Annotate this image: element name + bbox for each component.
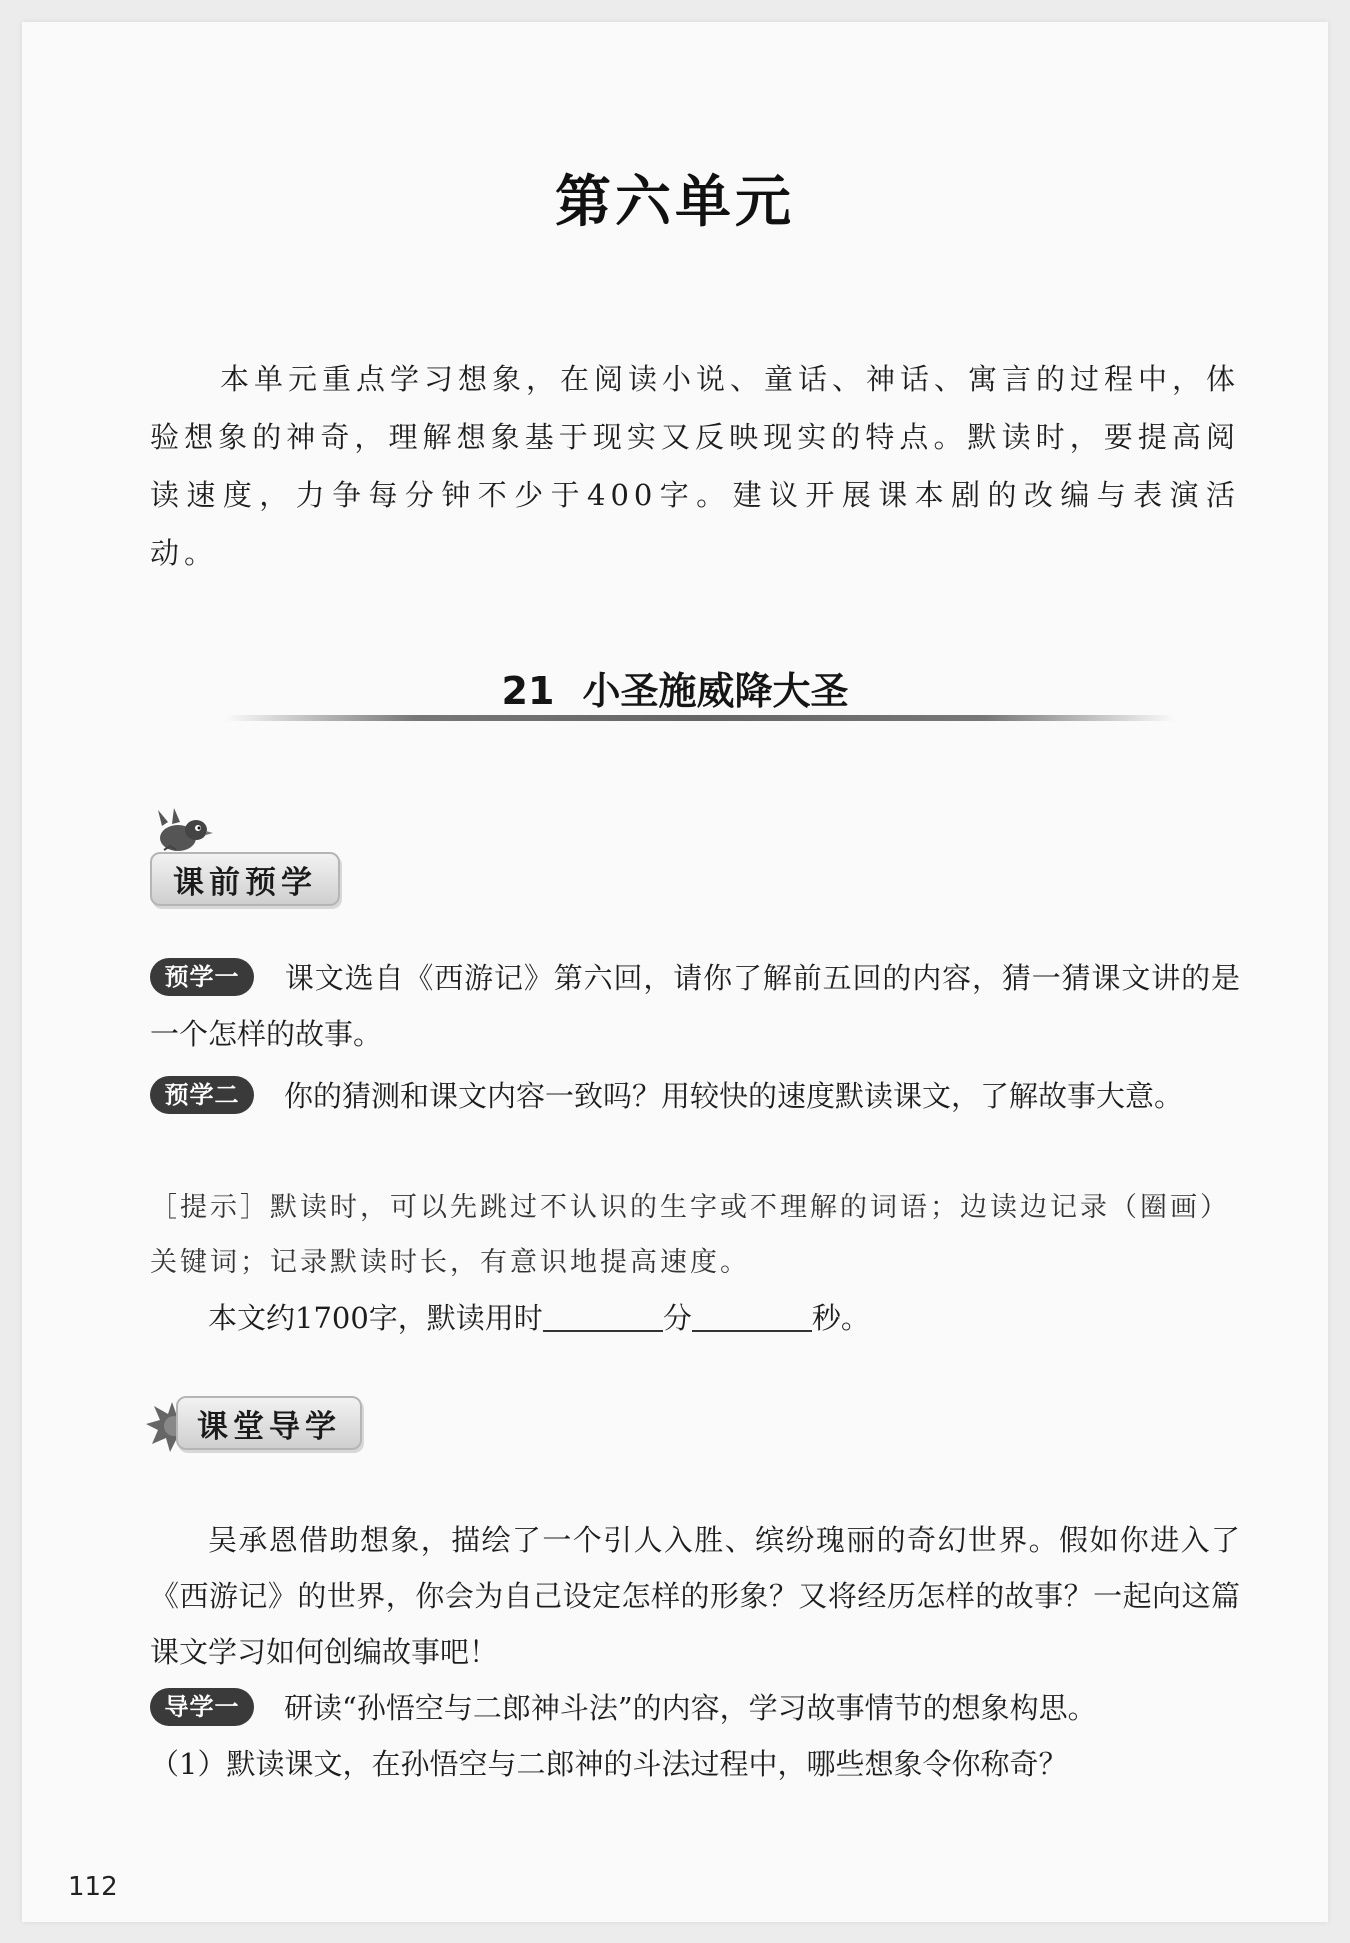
preview-item-2 <box>150 1068 1240 1124</box>
minutes-blank[interactable] <box>543 1300 663 1332</box>
lesson-number: 21 <box>501 669 555 713</box>
section-tab-classroom: 课堂导学 <box>176 1396 362 1450</box>
reading-hint: ［提示］默读时，可以先跳过不认识的生字或不理解的词语；边读边记录（圈画）关键词；记录默读时长，有意识地提高速度。 <box>150 1192 1230 1278</box>
unit-title: 第六单元 <box>555 170 795 235</box>
minute-unit: 分 <box>662 1301 692 1335</box>
preview-item-2-text: 你的猜测和课文内容一致吗？用较快的速度默读课文，了解故事大意。 <box>284 1079 1184 1113</box>
preview-badge-2: 预学二 <box>150 1076 254 1114</box>
lesson-name: 小圣施威降大圣 <box>582 669 849 713</box>
classroom-item-1 <box>150 1680 1240 1736</box>
preview-badge-1: 预学一 <box>150 958 254 996</box>
page-number: 112 <box>68 1872 118 1902</box>
section-tab-preview: 课前预学 <box>150 852 340 906</box>
preview-item-1 <box>150 950 1240 1062</box>
lesson-title-underline <box>225 715 1175 721</box>
classroom-item-1-text: 研读“孙悟空与二郎神斗法”的内容，学习故事情节的想象构思。 <box>284 1691 1097 1725</box>
classroom-intro: 吴承恩借助想象，描绘了一个引人入胜、缤纷瑰丽的奇幻世界。假如你进入了《西游记》的世界，你会为自己设定怎样的形象？又将经历怎样的故事？一起向这篇课文学习如何创编故事吧！ <box>150 1523 1240 1669</box>
lesson-title <box>0 660 1350 715</box>
unit-intro: 本单元重点学习想象，在阅读小说、童话、神话、寓言的过程中，体验想象的神奇，理解想象基于现实又反映现实的特点。默读时，要提高阅读速度，力争每分钟不少于400字。建议开展课本剧的改编与表演活动。 <box>150 362 1241 570</box>
bird-mascot-icon <box>150 806 214 852</box>
preview-item-1-text: 课文选自《西游记》第六回，请你了解前五回的内容，猜一猜课文讲的是一个怎样的故事。 <box>150 961 1240 1051</box>
second-unit: 秒。 <box>811 1301 870 1335</box>
seconds-blank[interactable] <box>692 1300 812 1332</box>
reading-timing <box>150 1290 1240 1346</box>
classroom-question-1: （1）默读课文，在孙悟空与二郎神的斗法过程中，哪些想象令你称奇？ <box>150 1747 1068 1781</box>
timing-prefix: 本文约1700字，默读用时 <box>208 1301 543 1335</box>
classroom-badge-1: 导学一 <box>150 1688 254 1726</box>
